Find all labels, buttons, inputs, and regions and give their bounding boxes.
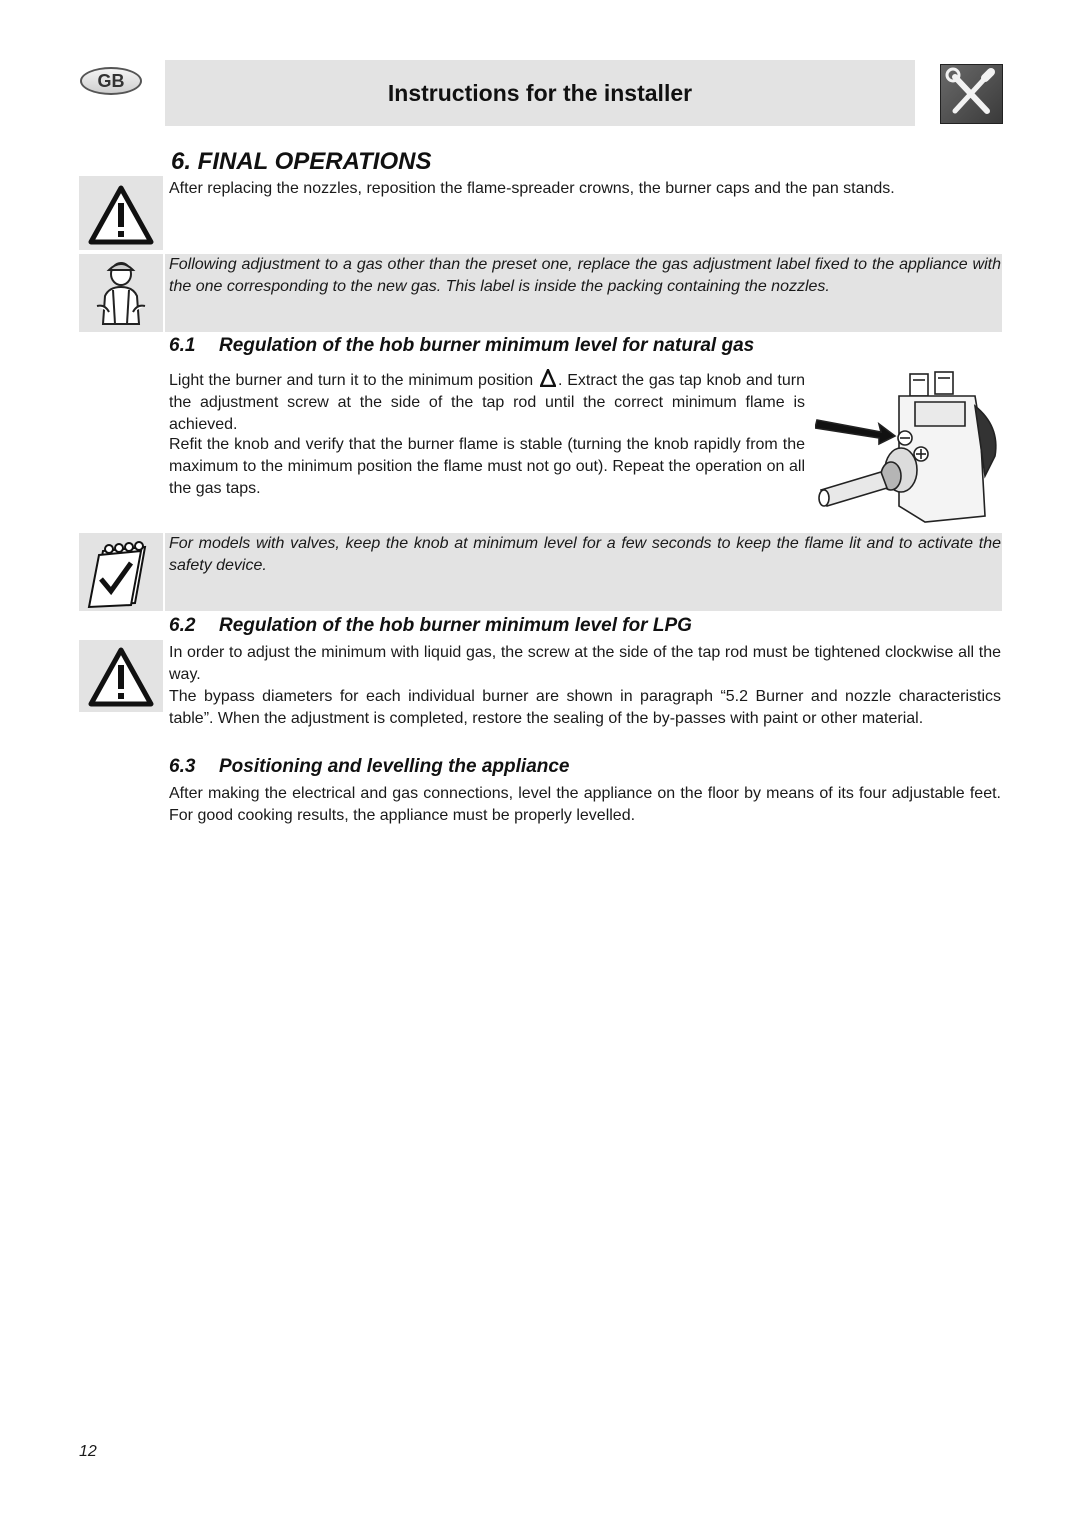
note-text: For models with valves, keep the knob at minimum level for a few seconds to keep the flame lit and to activate the safety device. xyxy=(169,535,1001,574)
subsection-heading-6-1 xyxy=(169,335,754,357)
para-text: . Extract the gas tap knob and turn the adjustment screw at the side of the tap rod until the correct minimum flame is achieved. xyxy=(169,372,806,433)
warning-triangle-icon xyxy=(79,176,163,250)
subsection-number: 6.3 xyxy=(169,756,196,777)
subsection-heading-6-3 xyxy=(169,756,570,778)
minimum-flame-triangle-icon xyxy=(540,369,556,387)
header-bar xyxy=(165,60,915,126)
warning-triangle-icon xyxy=(79,640,163,712)
sub62-paragraph-1: In order to adjust the minimum with liquid gas, the screw at the side of the tap rod must be tightened clockwise all the way. xyxy=(169,644,1001,683)
gas-tap-adjustment-screw-icon xyxy=(815,366,1005,526)
warning-panel xyxy=(79,640,163,712)
wrench-screwdriver-icon xyxy=(940,64,1003,124)
installer-note: Following adjustment to a gas other than the preset one, replace the gas adjustment label fixed to the appliance with the one corresponding to the new gas. This label is inside the packing containing the nozzles. xyxy=(169,256,1001,295)
subsection-heading-6-2 xyxy=(169,615,692,637)
sub62-paragraph-2: The bypass diameters for each individual burner are shown in paragraph “5.2 Burner and nozzle characteristics table”. When the adjustment is completed, restore the sealing of the by-passes with paint or other material. xyxy=(169,688,1001,727)
installer-person-icon xyxy=(79,254,163,332)
warning-panel xyxy=(79,176,163,250)
page-number: 12 xyxy=(79,1443,97,1460)
para-text: Light the burner and turn it to the minimum position xyxy=(169,372,534,389)
subsection-title: Positioning and levelling the appliance xyxy=(219,756,570,777)
note-panel xyxy=(79,533,163,611)
subsection-title: Regulation of the hob burner minimum level for natural gas xyxy=(219,335,755,356)
section-title: 6. FINAL OPERATIONS xyxy=(171,148,432,175)
sub61-paragraph-2: Refit the knob and verify that the burner flame is stable (turning the knob rapidly from the maximum to the minimum position the flame must not go out). Repeat the operation on all the gas taps. xyxy=(169,436,805,497)
subsection-title: Regulation of the hob burner minimum level for LPG xyxy=(219,615,692,636)
page-header-title: Instructions for the installer xyxy=(387,79,693,106)
subsection-number: 6.2 xyxy=(169,615,196,636)
notepad-check-icon xyxy=(79,533,163,611)
sub63-paragraph-1: After making the electrical and gas connections, level the appliance on the floor by means of its four adjustable feet. For good cooking results, the appliance must be properly levelled. xyxy=(169,785,1001,824)
subsection-number: 6.1 xyxy=(169,335,196,356)
intro-paragraph: After replacing the nozzles, reposition the flame-spreader crowns, the burner caps and the pan stands. xyxy=(169,180,895,197)
sub61-paragraph-1 xyxy=(169,369,805,436)
language-badge: GB xyxy=(80,67,142,95)
installer-panel xyxy=(79,254,163,332)
